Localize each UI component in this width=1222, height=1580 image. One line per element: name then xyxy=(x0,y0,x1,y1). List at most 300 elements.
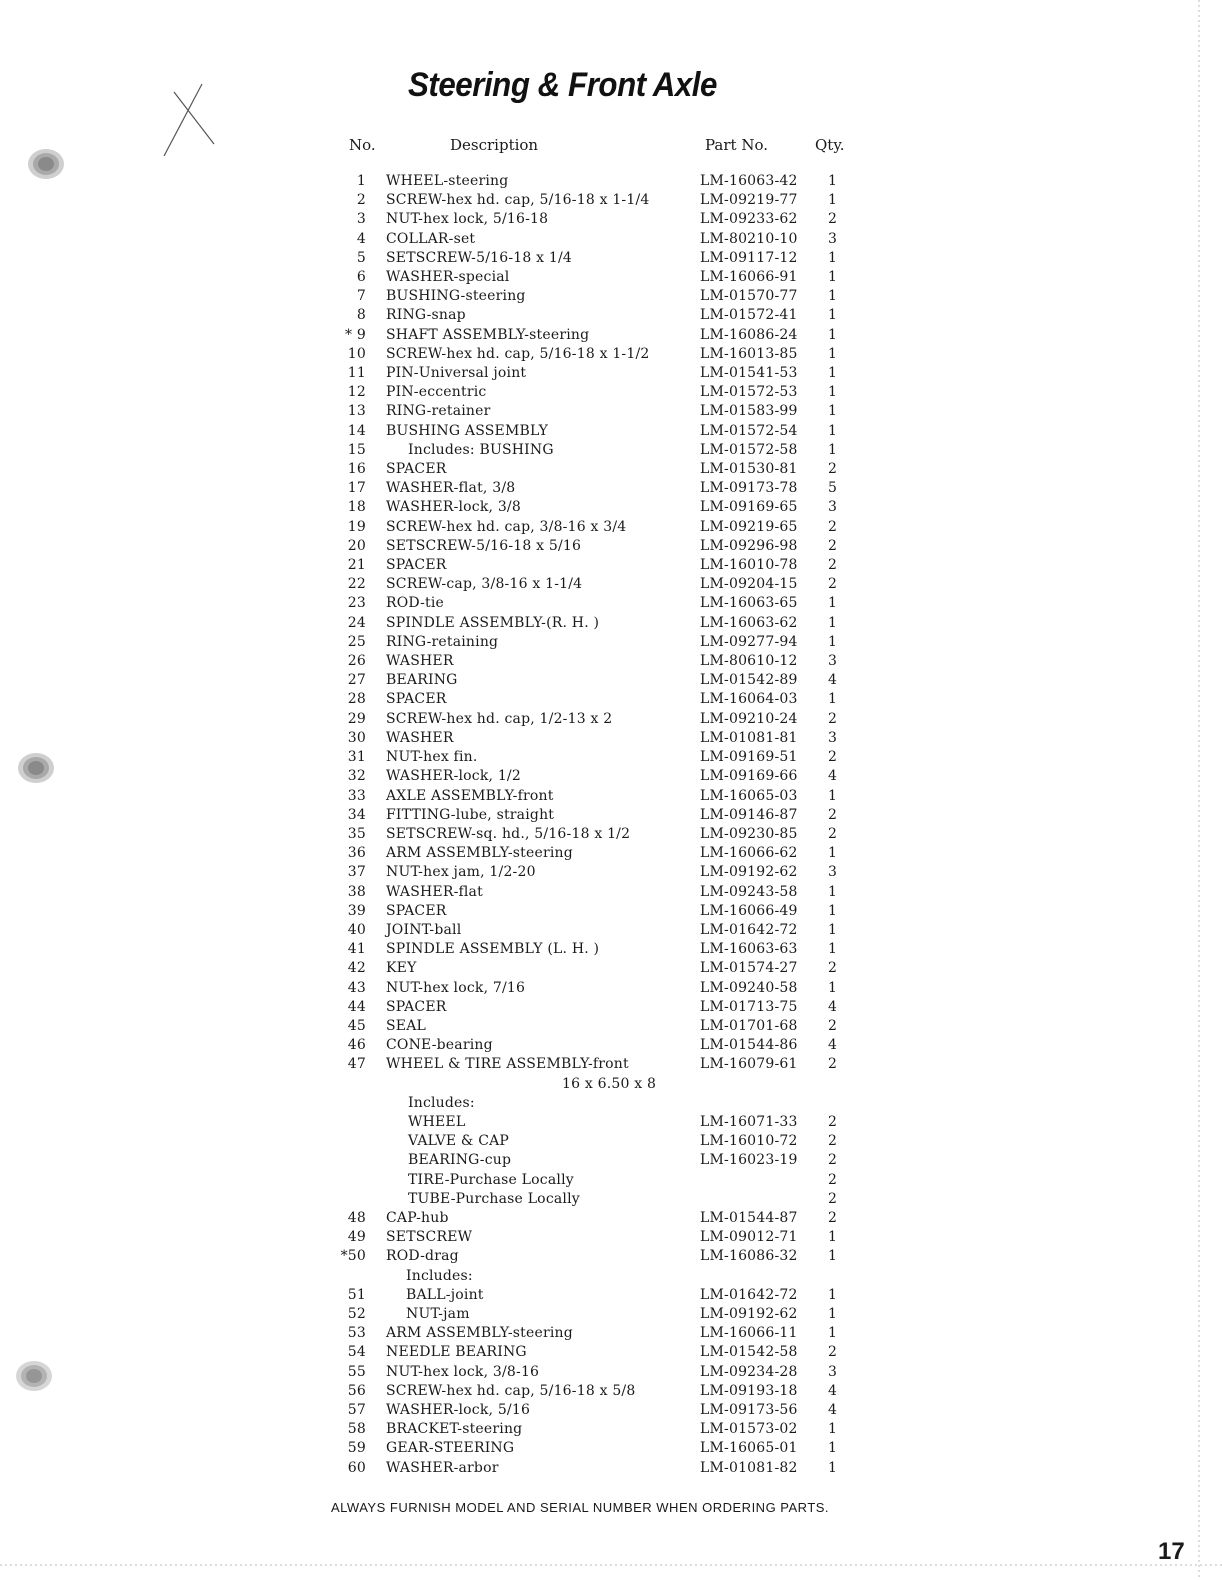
item-description: GEAR-STEERING xyxy=(386,1440,515,1457)
table-row xyxy=(336,1036,848,1055)
item-description: NUT-hex fin. xyxy=(386,749,478,766)
item-description: ROD-drag xyxy=(386,1248,459,1265)
item-number: 36 xyxy=(347,845,366,862)
part-number: LM-09117-12 xyxy=(700,249,798,266)
part-number: LM-09230-85 xyxy=(700,825,798,842)
item-description: SCREW-cap, 3/8-16 x 1-1/4 xyxy=(386,576,583,593)
item-description: NUT-hex lock, 7/16 xyxy=(386,979,526,996)
item-description: BRACKET-steering xyxy=(386,1421,523,1438)
part-number: LM-01081-82 xyxy=(700,1459,798,1476)
quantity: 1 xyxy=(828,1248,838,1265)
item-description: SETSCREW xyxy=(386,1229,473,1246)
part-number: LM-01572-41 xyxy=(700,307,798,324)
part-number: LM-09219-65 xyxy=(700,518,798,535)
item-number: 34 xyxy=(347,806,366,823)
quantity: 1 xyxy=(828,787,838,804)
part-number: LM-16066-11 xyxy=(700,1325,798,1342)
quantity: 1 xyxy=(828,1305,838,1322)
table-row xyxy=(336,1075,848,1094)
item-description: RING-snap xyxy=(386,307,466,324)
part-number: LM-16063-63 xyxy=(700,941,798,958)
part-number: LM-09012-71 xyxy=(700,1229,798,1246)
part-number: LM-01530-81 xyxy=(700,461,798,478)
table-row xyxy=(336,940,848,959)
item-description: SETSCREW-sq. hd., 5/16-18 x 1/2 xyxy=(386,825,631,842)
part-number: LM-01701-68 xyxy=(700,1017,798,1034)
item-number: 13 xyxy=(347,403,366,420)
part-number xyxy=(700,1075,828,1094)
item-number: 39 xyxy=(347,902,366,919)
item-description: WASHER-lock, 1/2 xyxy=(386,768,521,785)
table-row xyxy=(336,402,848,421)
part-number: LM-01583-99 xyxy=(700,403,798,420)
table-row xyxy=(336,498,848,517)
part-number: LM-09193-18 xyxy=(700,1382,798,1399)
item-number: 43 xyxy=(347,979,366,996)
parts-table xyxy=(336,172,848,1478)
item-number: 19 xyxy=(347,518,366,535)
table-row xyxy=(336,1420,848,1439)
item-number: 38 xyxy=(347,883,366,900)
item-number xyxy=(336,1075,386,1094)
item-description: KEY xyxy=(386,960,417,977)
item-number: 51 xyxy=(347,1286,366,1303)
table-row xyxy=(336,652,848,671)
part-number: LM-01642-72 xyxy=(700,1286,798,1303)
part-number: LM-09204-15 xyxy=(700,576,798,593)
item-description: WASHER-lock, 5/16 xyxy=(386,1402,531,1418)
table-row xyxy=(336,1401,848,1420)
item-description: WASHER-flat, 3/8 xyxy=(386,480,516,497)
table-row xyxy=(336,1324,848,1343)
item-description: SCREW-hex hd. cap, 5/16-18 x 5/8 xyxy=(386,1382,636,1399)
column-header-part-no: Part No. xyxy=(705,136,768,154)
quantity: 1 xyxy=(828,921,838,938)
item-description: COLLAR-set xyxy=(386,230,476,247)
quantity: 4 xyxy=(828,1382,838,1399)
item-number xyxy=(336,1267,386,1286)
item-number: 55 xyxy=(347,1363,366,1380)
part-number: LM-16086-32 xyxy=(700,1248,798,1265)
table-row xyxy=(336,1267,848,1286)
item-number: 22 xyxy=(347,576,366,593)
part-number: LM-01572-58 xyxy=(700,441,798,458)
part-number xyxy=(700,1094,828,1113)
quantity: 4 xyxy=(828,1037,838,1054)
quantity: 1 xyxy=(828,345,838,362)
table-row xyxy=(336,1343,848,1362)
item-number: 5 xyxy=(356,249,366,266)
item-number: 26 xyxy=(347,653,366,670)
quantity: 1 xyxy=(828,614,838,631)
quantity: 2 xyxy=(828,1113,838,1130)
part-number: LM-01542-58 xyxy=(700,1344,798,1361)
part-number: LM-16071-33 xyxy=(700,1113,798,1130)
item-number xyxy=(336,1190,386,1209)
item-description: SETSCREW-5/16-18 x 1/4 xyxy=(386,249,573,266)
item-number: 58 xyxy=(347,1421,366,1438)
table-row xyxy=(336,345,848,364)
item-number xyxy=(336,1171,386,1190)
quantity: 1 xyxy=(828,249,838,266)
part-number: LM-09169-65 xyxy=(700,499,798,516)
item-description: VALVE & CAP xyxy=(408,1133,510,1150)
quantity: 1 xyxy=(828,1229,838,1246)
part-number: LM-16065-03 xyxy=(700,787,798,804)
table-row xyxy=(336,249,848,268)
item-description: NEEDLE BEARING xyxy=(386,1344,527,1361)
quantity: 2 xyxy=(828,1209,838,1226)
quantity: 2 xyxy=(828,825,838,842)
table-row xyxy=(336,710,848,729)
table-row xyxy=(336,1094,848,1113)
part-number: LM-01541-53 xyxy=(700,365,798,382)
part-number: LM-01544-86 xyxy=(700,1037,798,1054)
item-number: 33 xyxy=(347,787,366,804)
part-number: LM-01574-27 xyxy=(700,960,798,977)
part-number: LM-09146-87 xyxy=(700,806,798,823)
table-row xyxy=(336,614,848,633)
table-row xyxy=(336,748,848,767)
item-description: NUT-hex jam, 1/2-20 xyxy=(386,864,536,881)
binder-hole-middle xyxy=(10,748,56,788)
item-description: Includes: xyxy=(408,1094,475,1111)
item-description: AXLE ASSEMBLY-front xyxy=(386,787,554,804)
part-number: LM-09234-28 xyxy=(700,1363,798,1380)
table-row xyxy=(336,306,848,325)
quantity: 3 xyxy=(828,230,838,247)
item-description: PIN-Universal joint xyxy=(386,365,527,382)
table-row xyxy=(336,998,848,1017)
table-row xyxy=(336,1151,848,1170)
quantity: 3 xyxy=(828,1363,838,1380)
table-row xyxy=(336,979,848,998)
item-description: NUT-hex lock, 3/8-16 xyxy=(386,1363,540,1380)
item-description: SPACER xyxy=(386,461,447,478)
quantity: 1 xyxy=(828,192,838,209)
item-description: WASHER-arbor xyxy=(386,1459,499,1476)
item-description: SPACER xyxy=(386,902,447,919)
part-number: LM-09240-58 xyxy=(700,979,798,996)
item-description: CAP-hub xyxy=(386,1209,449,1226)
table-row xyxy=(336,1363,848,1382)
quantity: 1 xyxy=(828,173,838,189)
item-description: Includes: BUSHING xyxy=(408,441,554,458)
item-number: 2 xyxy=(356,192,366,209)
part-number: LM-16013-85 xyxy=(700,345,798,362)
quantity: 1 xyxy=(828,269,838,286)
quantity: 1 xyxy=(828,1421,838,1438)
quantity: 2 xyxy=(828,576,838,593)
item-number: 12 xyxy=(347,384,366,401)
part-number: LM-09192-62 xyxy=(700,1305,798,1322)
table-row xyxy=(336,1190,848,1209)
item-number: *50 xyxy=(340,1248,366,1265)
item-description: SETSCREW-5/16-18 x 5/16 xyxy=(386,537,582,554)
quantity: 4 xyxy=(828,768,838,785)
item-number: 37 xyxy=(347,864,366,881)
quantity: 3 xyxy=(828,864,838,881)
item-description: BUSHING-steering xyxy=(386,288,526,305)
table-row xyxy=(336,1171,848,1190)
table-row xyxy=(336,825,848,844)
part-number: LM-16063-42 xyxy=(700,173,798,189)
item-number: 11 xyxy=(347,365,366,382)
table-row xyxy=(336,671,848,690)
page-number: 17 xyxy=(1158,1538,1185,1565)
part-number: LM-09192-62 xyxy=(700,864,798,881)
quantity: 1 xyxy=(828,941,838,958)
item-number: 17 xyxy=(347,480,366,497)
quantity: 3 xyxy=(828,729,838,746)
part-number: LM-09233-62 xyxy=(700,211,798,228)
table-row xyxy=(336,806,848,825)
column-header-qty: Qty. xyxy=(815,136,845,154)
item-number: 32 xyxy=(347,768,366,785)
binder-hole-bottom xyxy=(8,1356,54,1396)
table-row xyxy=(336,575,848,594)
table-row xyxy=(336,479,848,498)
table-row xyxy=(336,1055,848,1074)
table-row xyxy=(336,1113,848,1132)
table-row xyxy=(336,1209,848,1228)
quantity: 2 xyxy=(828,557,838,574)
quantity: 2 xyxy=(828,1344,838,1361)
item-description: WHEEL xyxy=(408,1113,466,1130)
table-row xyxy=(336,460,848,479)
item-number: 1 xyxy=(356,173,366,189)
column-header-description: Description xyxy=(450,136,539,154)
part-number: LM-09296-98 xyxy=(700,537,798,554)
page-edge-bottom xyxy=(0,1562,1222,1568)
item-description: RING-retaining xyxy=(386,633,499,650)
quantity: 1 xyxy=(828,307,838,324)
quantity: 4 xyxy=(828,1402,838,1418)
table-row xyxy=(336,1017,848,1036)
table-row xyxy=(336,1132,848,1151)
item-number: 25 xyxy=(347,633,366,650)
item-description: ARM ASSEMBLY-steering xyxy=(386,845,573,862)
part-number: LM-16066-62 xyxy=(700,845,798,862)
part-number: LM-01573-02 xyxy=(700,1421,798,1438)
item-number: 3 xyxy=(356,211,366,228)
quantity: 2 xyxy=(828,537,838,554)
part-number xyxy=(700,1267,828,1286)
item-number: 6 xyxy=(356,269,366,286)
item-description: JOINT-ball xyxy=(386,921,462,938)
item-number: 24 xyxy=(347,614,366,631)
item-number: 53 xyxy=(347,1325,366,1342)
item-number: 21 xyxy=(347,557,366,574)
part-number: LM-09219-77 xyxy=(700,192,798,209)
item-description: SPACER xyxy=(386,557,447,574)
quantity: 3 xyxy=(828,653,838,670)
quantity: 1 xyxy=(828,979,838,996)
part-number: LM-16063-65 xyxy=(700,595,798,612)
item-description: RING-retainer xyxy=(386,403,491,420)
item-number: 54 xyxy=(347,1344,366,1361)
item-number: 47 xyxy=(347,1056,366,1073)
quantity: 1 xyxy=(828,1286,838,1303)
quantity: 1 xyxy=(828,384,838,401)
part-number: LM-16066-49 xyxy=(700,902,798,919)
item-description: BEARING xyxy=(386,672,458,689)
quantity: 1 xyxy=(828,441,838,458)
item-number: 56 xyxy=(347,1382,366,1399)
item-number: 10 xyxy=(347,345,366,362)
item-number: 8 xyxy=(356,307,366,324)
item-number: 52 xyxy=(347,1305,366,1322)
table-row xyxy=(336,422,848,441)
table-row xyxy=(336,767,848,786)
quantity: 2 xyxy=(828,518,838,535)
table-row xyxy=(336,1247,848,1266)
item-description: SPINDLE ASSEMBLY-(R. H. ) xyxy=(386,614,600,631)
quantity: 1 xyxy=(828,1440,838,1457)
part-number: LM-80610-12 xyxy=(700,653,798,670)
item-number: 48 xyxy=(347,1209,366,1226)
quantity: 2 xyxy=(828,461,838,478)
table-row xyxy=(336,172,848,191)
item-number: 16 xyxy=(347,461,366,478)
item-description: TUBE-Purchase Locally xyxy=(408,1190,580,1207)
handwritten-x-mark xyxy=(158,78,222,162)
part-number: LM-80210-10 xyxy=(700,230,798,247)
table-row xyxy=(336,287,848,306)
part-number: LM-09243-58 xyxy=(700,883,798,900)
part-number: LM-16086-24 xyxy=(700,326,798,343)
item-description: NUT-jam xyxy=(406,1305,470,1322)
quantity: 1 xyxy=(828,422,838,439)
table-row xyxy=(336,863,848,882)
item-number: 46 xyxy=(347,1037,366,1054)
table-row xyxy=(336,518,848,537)
item-number xyxy=(336,1132,386,1151)
table-row xyxy=(336,1439,848,1458)
item-description: WASHER-lock, 3/8 xyxy=(386,499,521,516)
item-description: PIN-eccentric xyxy=(386,384,487,401)
table-row xyxy=(336,230,848,249)
item-number: 23 xyxy=(347,595,366,612)
item-number: 15 xyxy=(347,441,366,458)
part-number xyxy=(700,1171,828,1190)
quantity: 1 xyxy=(828,365,838,382)
part-number: LM-01544-87 xyxy=(700,1209,798,1226)
quantity: 2 xyxy=(828,806,838,823)
table-row xyxy=(336,1459,848,1478)
part-number: LM-01642-72 xyxy=(700,921,798,938)
quantity: 1 xyxy=(828,403,838,420)
table-row xyxy=(336,690,848,709)
part-number: LM-09169-51 xyxy=(700,749,798,766)
part-number: LM-01713-75 xyxy=(700,998,798,1015)
quantity: 1 xyxy=(828,633,838,650)
table-row xyxy=(336,844,848,863)
item-description: BALL-joint xyxy=(406,1286,484,1303)
item-description: SPACER xyxy=(386,998,447,1015)
part-number: LM-16023-19 xyxy=(700,1152,798,1169)
item-number: 28 xyxy=(347,691,366,708)
table-row xyxy=(336,959,848,978)
page-edge-right xyxy=(1194,0,1204,1580)
item-description: ROD-tie xyxy=(386,595,445,612)
item-description: NUT-hex lock, 5/16-18 xyxy=(386,211,549,228)
item-description: WASHER xyxy=(386,729,454,746)
part-number: LM-01572-54 xyxy=(700,422,798,439)
table-row xyxy=(336,1228,848,1247)
quantity: 2 xyxy=(828,710,838,727)
table-row xyxy=(336,364,848,383)
item-number xyxy=(336,1113,386,1132)
quantity: 2 xyxy=(828,211,838,228)
item-description: SCREW-hex hd. cap, 5/16-18 x 1-1/2 xyxy=(386,345,650,362)
quantity: 2 xyxy=(828,1056,838,1073)
quantity: 2 xyxy=(828,1017,838,1034)
part-number: LM-16010-78 xyxy=(700,557,798,574)
part-number: LM-16065-01 xyxy=(700,1440,798,1457)
part-number: LM-09277-94 xyxy=(700,633,798,650)
quantity xyxy=(828,1075,848,1094)
table-row xyxy=(336,787,848,806)
item-description: WHEEL-steering xyxy=(386,173,509,189)
table-row xyxy=(336,883,848,902)
item-number: 4 xyxy=(356,230,366,247)
quantity: 1 xyxy=(828,902,838,919)
item-number: 29 xyxy=(347,710,366,727)
item-number: * 9 xyxy=(345,326,366,343)
item-number xyxy=(336,1094,386,1113)
table-row xyxy=(336,902,848,921)
quantity: 1 xyxy=(828,691,838,708)
quantity: 1 xyxy=(828,883,838,900)
item-number xyxy=(336,1151,386,1170)
part-number: LM-16063-62 xyxy=(700,614,798,631)
quantity: 3 xyxy=(828,499,838,516)
item-description: SEAL xyxy=(386,1017,427,1034)
item-description: FITTING-lube, straight xyxy=(386,806,555,823)
part-number: LM-09169-66 xyxy=(700,768,798,785)
item-description: SCREW-hex hd. cap, 1/2-13 x 2 xyxy=(386,710,613,727)
item-description: SCREW-hex hd. cap, 5/16-18 x 1-1/4 xyxy=(386,192,650,209)
part-number: LM-01081-81 xyxy=(700,729,798,746)
item-description: SHAFT ASSEMBLY-steering xyxy=(386,326,590,343)
quantity: 4 xyxy=(828,998,838,1015)
part-number: LM-01572-53 xyxy=(700,384,798,401)
item-description: WASHER-flat xyxy=(386,883,483,900)
part-number: LM-01542-89 xyxy=(700,672,798,689)
item-number: 49 xyxy=(347,1229,366,1246)
item-description: WHEEL & TIRE ASSEMBLY-front xyxy=(386,1056,629,1073)
item-number: 44 xyxy=(347,998,366,1015)
quantity: 1 xyxy=(828,595,838,612)
table-row xyxy=(336,268,848,287)
item-number: 41 xyxy=(347,941,366,958)
item-description: WASHER-special xyxy=(386,269,510,286)
item-number: 45 xyxy=(347,1017,366,1034)
part-number: LM-16010-72 xyxy=(700,1133,798,1150)
table-row xyxy=(336,633,848,652)
quantity: 2 xyxy=(828,1190,838,1207)
item-description: SCREW-hex hd. cap, 3/8-16 x 3/4 xyxy=(386,518,627,535)
ordering-note: ALWAYS FURNISH MODEL AND SERIAL NUMBER WHEN ORDERING PARTS. xyxy=(331,1500,830,1515)
item-description: TIRE-Purchase Locally xyxy=(408,1171,574,1188)
quantity: 2 xyxy=(828,749,838,766)
part-number: LM-09173-56 xyxy=(700,1402,798,1418)
table-row xyxy=(336,1286,848,1305)
table-row xyxy=(336,594,848,613)
table-row xyxy=(336,1305,848,1324)
quantity xyxy=(828,1267,848,1286)
